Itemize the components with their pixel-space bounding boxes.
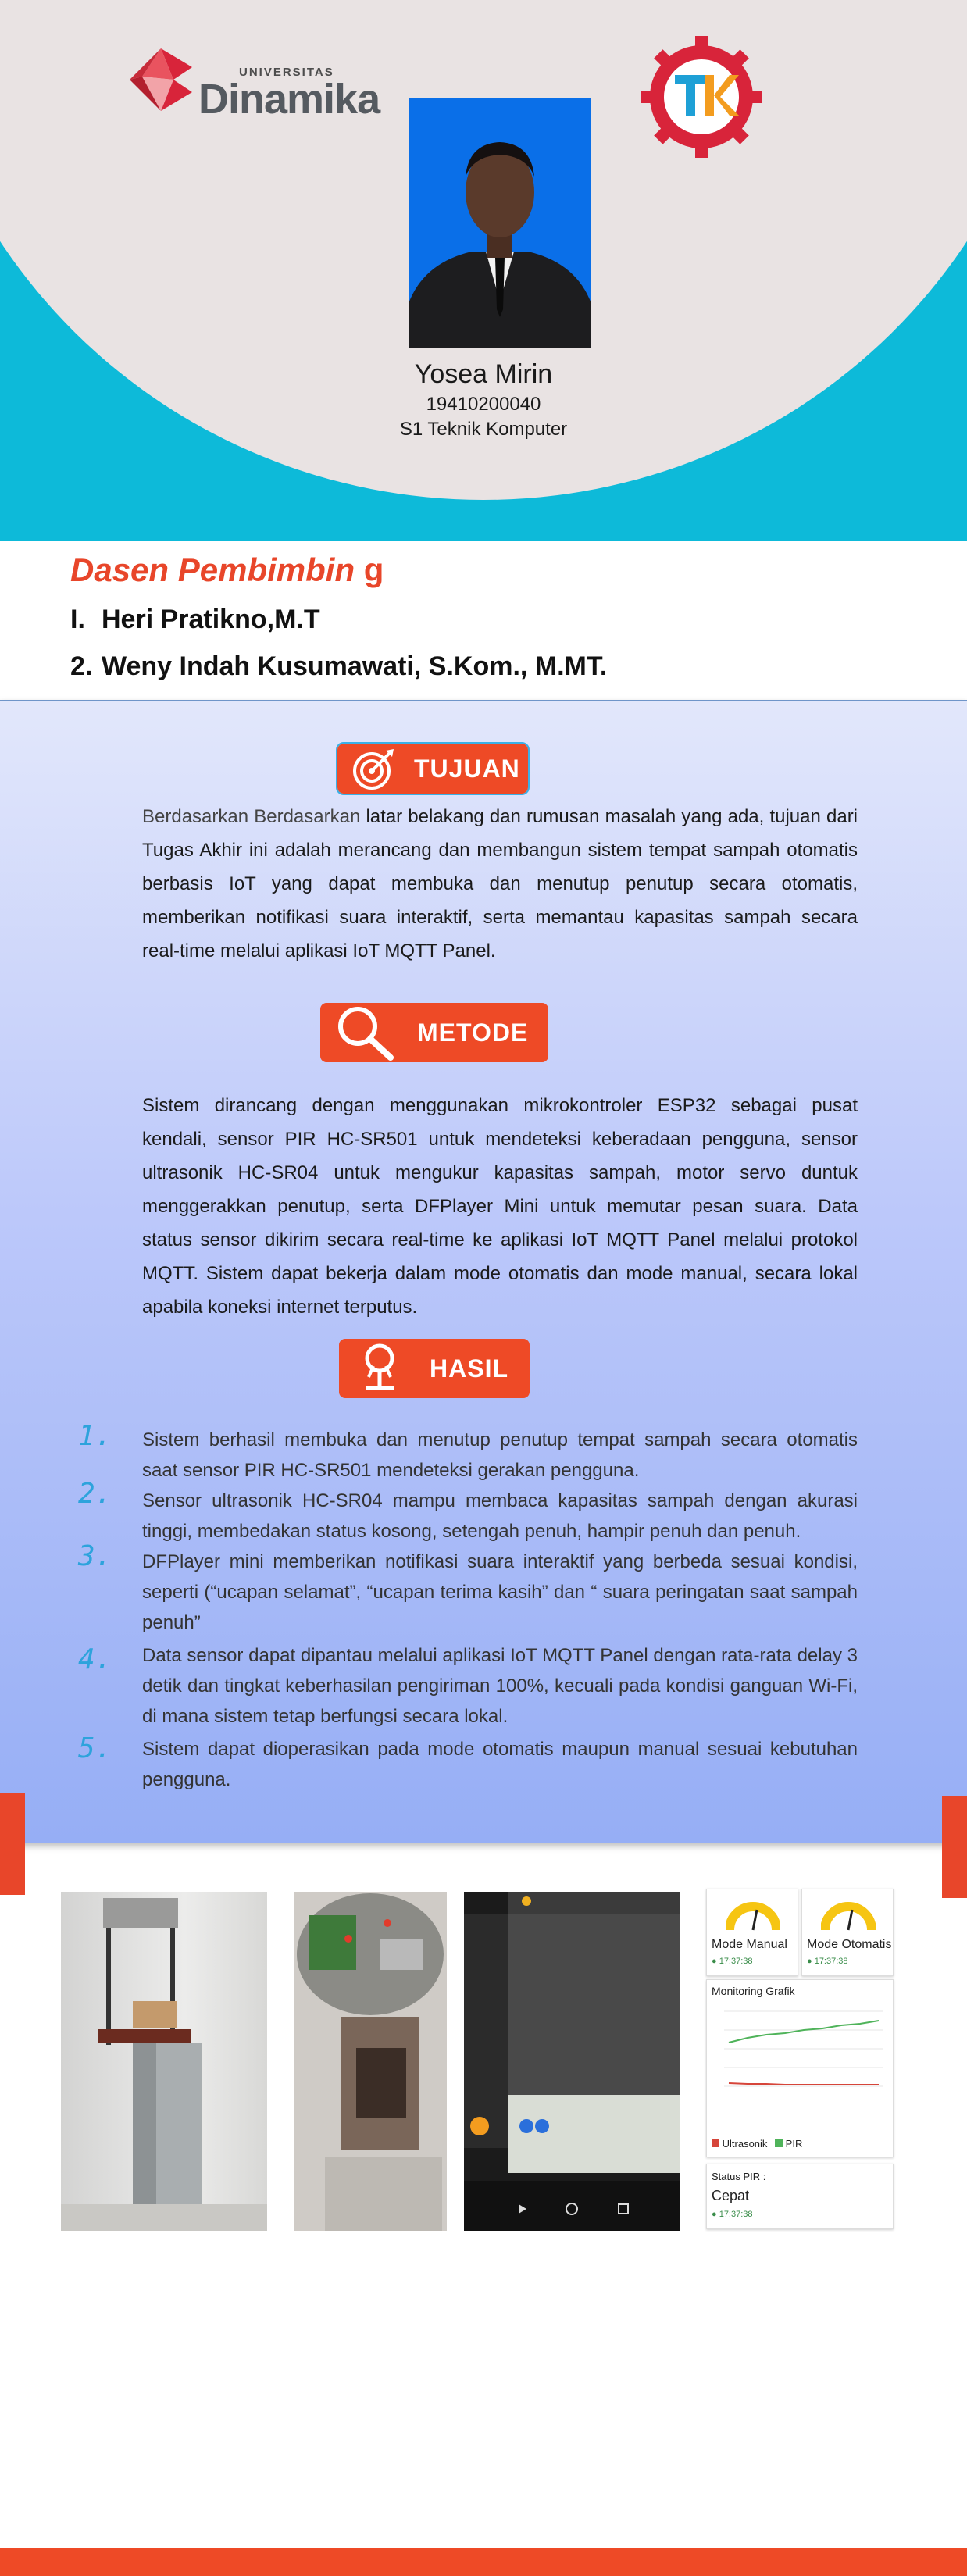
student-photo [409,98,591,348]
supervisor-1: I. Heri Pratikno,M.T [70,605,320,634]
status-pir-card: Status PIR : Cepat ● 17:37:38 [706,2164,894,2229]
gauge-icon [821,1899,876,1932]
result-item-3: DFPlayer mini memberikan notifikasi suara interaktif yang berbeda sesuai kondisi, seperti (“ucapan selamat”, “ucapan terima kasih” dan “ suara peringatan saat sampah penuh” [142,1551,858,1633]
student-name: Yosea Mirin [414,359,553,389]
result-number-2: 2. [78,1478,112,1510]
award-icon [353,1343,406,1394]
tujuan-badge: TUJUAN [337,744,528,794]
result-item-1: Sistem berhasil membuka dan menutup penutup tempat sampah secara otomatis saat sensor PIR HC-SR501 mendeteksi gerakan pengguna. [142,1429,858,1481]
teknik-komputer-logo [639,34,764,159]
result-number-5: 5. [78,1732,112,1764]
result-item-5: Sistem dapat dioperasikan pada mode otomatis maupun manual sesuai kebutuhan pengguna. [142,1739,858,1790]
mode-manual-card[interactable]: Mode Manual ● 17:37:38 [706,1889,798,1976]
dinamika-mark-icon [125,44,197,116]
monitoring-chart-card: Monitoring Grafik Ultrasonik PIR [706,1979,894,2157]
result-number-3: 3. [78,1540,112,1572]
mode-otomatis-card[interactable]: Mode Otomatis ● 17:37:38 [801,1889,894,1976]
tujuan-paragraph: Berdasarkan Berdasarkan latar belakang dan rumusan masalah yang ada, tujuan dari Tugas Akhir ini adalah merancang dan membangun sistem tempat sampah otomatis berbasis IoT yang dapat membuka dan menutup penutup secara otomatis, memberikan notifikasi suara interaktif, serta memantau kapasitas sampah secara real-time melalui aplikasi IoT MQTT Panel. [142,806,858,962]
prototype-photo-2 [294,1892,447,2231]
result-number-1: 1. [78,1420,112,1452]
dinamika-logo [125,44,380,123]
study-program: S1 Teknik Komputer [399,419,568,440]
supervisor-2: 2. Weny Indah Kusumawati, S.Kom., M.MT. [70,651,608,681]
legend-swatch [775,2139,783,2147]
gauge-icon [726,1899,780,1932]
monitoring-line-chart [713,2003,885,2121]
magnifier-icon [334,1004,397,1061]
prototype-photo-1 [61,1892,267,2231]
app-screenshot-photo [464,1892,680,2231]
result-item-4: Data sensor dapat dipantau melalui aplikasi IoT MQTT Panel dengan rata-rata delay 3 detik dan tingkat keberhasilan pengiriman 100%, kecuali pada kondisi ganguan Wi-Fi, di mana sistem tetap berfungsi secara lokal. [142,1645,858,1727]
footer-bar [0,2548,967,2576]
result-item-2: Sensor ultrasonik HC-SR04 mampu membaca kapasitas sampah dengan akurasi tinggi, membedakan status kosong, setengah penuh, hampir penuh dan penuh. [142,1490,858,1542]
right-edge-tab [942,1796,967,1898]
metode-badge: METODE [320,1003,548,1062]
metode-paragraph: Sistem dirancang dengan menggunakan mikrokontroler ESP32 sebagai pusat kendali, sensor PIR HC-SR501 untuk mendeteksi keberadaan pengguna, sensor ultrasonik HC-SR04 untuk mengukur kapasitas sampah, motor servo duntuk menggerakkan penutup, serta DFPlayer Mini untuk memutar pesan suara. Data status sensor dikirim secara real-time ke aplikasi IoT MQTT Panel melalui protokol MQTT. Sistem dapat bekerja dalam mode otomatis dan mode manual, secara lokal apabila koneksi internet terputus. [142,1095,858,1318]
result-number-4: 4. [78,1643,112,1675]
target-icon [351,746,397,791]
chart-legend: Ultrasonik PIR [712,2138,802,2150]
student-id: 19410200040 [426,394,541,415]
gear-badge-icon [639,34,764,159]
supervisors-title: Dasen Pembimbin g [70,551,384,588]
hasil-badge: HASIL [339,1339,530,1398]
university-small-label: UNIVERSITAS [239,66,334,79]
left-edge-tab [0,1793,25,1895]
legend-swatch [712,2139,719,2147]
university-name: Dinamika [198,76,380,123]
